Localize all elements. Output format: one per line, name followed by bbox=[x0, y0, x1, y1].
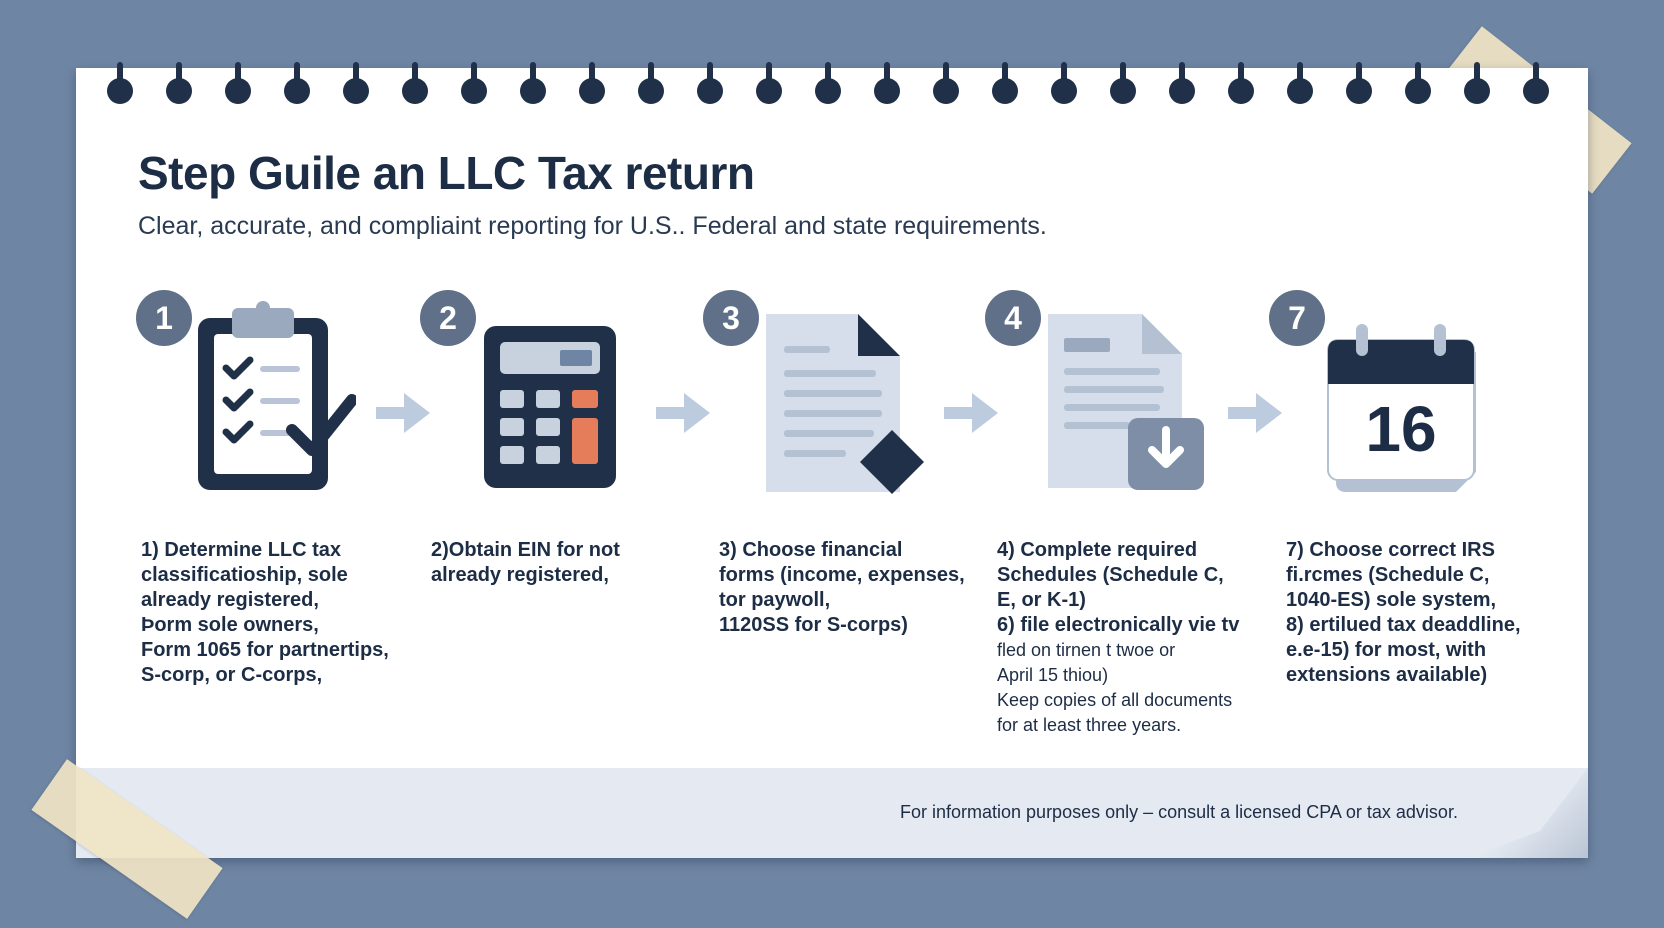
binder-hole bbox=[1345, 62, 1373, 104]
document-download-icon bbox=[1046, 312, 1206, 492]
binder-hole bbox=[342, 62, 370, 104]
binder-hole bbox=[283, 62, 311, 104]
step-2-description bbox=[431, 538, 620, 588]
step-4-line: April 15 thiou) bbox=[997, 665, 1109, 685]
step-4-line: Schedules (Schedule C, bbox=[997, 564, 1224, 586]
step-2-line: already registered, bbox=[431, 564, 609, 586]
step-5-line: 8) ertilued tax deaddline, bbox=[1286, 614, 1521, 636]
step-1-description bbox=[141, 538, 389, 688]
binder-hole bbox=[1463, 62, 1491, 104]
binder-hole bbox=[1227, 62, 1255, 104]
binder-hole bbox=[755, 62, 783, 104]
page-title: Step Guile an LLC Tax return bbox=[138, 147, 755, 199]
step-4-note: Keep copies of all documents bbox=[997, 690, 1233, 710]
step-5-line: extensions available) bbox=[1286, 664, 1488, 686]
step-5-line: fi.rcmes (Schedule C, bbox=[1286, 564, 1490, 586]
arrow-right-icon bbox=[372, 388, 436, 438]
binder-hole bbox=[873, 62, 901, 104]
binder-hole bbox=[1522, 62, 1550, 104]
calendar-icon bbox=[1326, 322, 1486, 494]
page-subtitle: Clear, accurate, and compliaint reporting for U.S.. Federal and state requirements. bbox=[138, 212, 1047, 240]
arrow-right-icon bbox=[1224, 388, 1288, 438]
binder-hole bbox=[165, 62, 193, 104]
step-1-line: Form 1065 for partnertips, bbox=[141, 639, 389, 661]
binder-hole bbox=[932, 62, 960, 104]
step-5-line: 7) Choose correct IRS bbox=[1286, 539, 1495, 561]
arrow-right-icon bbox=[652, 388, 716, 438]
binder-hole bbox=[519, 62, 547, 104]
step-1-line: classificatioship, sole bbox=[141, 564, 348, 586]
binder-hole bbox=[814, 62, 842, 104]
clipboard-checklist-icon bbox=[196, 298, 356, 494]
step-4-line: 4) Complete required bbox=[997, 539, 1198, 561]
binder-hole bbox=[106, 62, 134, 104]
step-5-description bbox=[1286, 538, 1521, 688]
step-1-line: Þorm sole owners, bbox=[141, 614, 319, 636]
step-3-line: 1120SS for S-corps) bbox=[719, 614, 908, 636]
binder-hole bbox=[401, 62, 429, 104]
step-5-line: 1040-ES) sole system, bbox=[1286, 589, 1497, 611]
document-icon bbox=[764, 312, 930, 496]
step-3-line: 3) Choose financial bbox=[719, 539, 903, 561]
binder-hole bbox=[1404, 62, 1432, 104]
step-4-line: 6) file electronically vie tv bbox=[997, 614, 1240, 636]
binder-hole bbox=[1168, 62, 1196, 104]
step-1-line: 1) Determine LLC tax bbox=[141, 539, 342, 561]
binder-hole bbox=[696, 62, 724, 104]
step-4-description bbox=[997, 538, 1239, 738]
step-badge-2: 2 bbox=[420, 290, 476, 346]
step-badge-3: 3 bbox=[703, 290, 759, 346]
binder-hole bbox=[578, 62, 606, 104]
binder-hole bbox=[1286, 62, 1314, 104]
step-3-line: forms (income, expenses, bbox=[719, 564, 965, 586]
disclaimer: For information purposes only – consult a licensed CPA or tax advisor. bbox=[900, 802, 1458, 822]
binder-hole bbox=[224, 62, 252, 104]
step-1-line: S-corp, or C-corps, bbox=[141, 664, 323, 686]
step-4-line: fled on tirnen t twoe or bbox=[997, 640, 1176, 660]
step-2-line: 2)Obtain EIN for not bbox=[431, 539, 620, 561]
step-badge-5: 7 bbox=[1269, 290, 1325, 346]
calendar-day-number: 16 bbox=[1365, 393, 1437, 465]
binder-hole bbox=[460, 62, 488, 104]
step-5-line: e.e-15) for most, with bbox=[1286, 639, 1487, 661]
binder-hole bbox=[991, 62, 1019, 104]
step-badge-1: 1 bbox=[136, 290, 192, 346]
calculator-icon bbox=[484, 326, 616, 488]
step-4-line: E, or K-1) bbox=[997, 589, 1086, 611]
step-3-description bbox=[719, 538, 965, 638]
binder-hole bbox=[1050, 62, 1078, 104]
step-badge-4: 4 bbox=[985, 290, 1041, 346]
binder-hole bbox=[637, 62, 665, 104]
binder-hole bbox=[1109, 62, 1137, 104]
arrow-right-icon bbox=[940, 388, 1004, 438]
binder-holes bbox=[76, 62, 1588, 102]
step-3-line: tor paywoll, bbox=[719, 589, 831, 611]
step-1-line: already registered, bbox=[141, 589, 319, 611]
step-4-note: for at least three years. bbox=[997, 715, 1182, 735]
